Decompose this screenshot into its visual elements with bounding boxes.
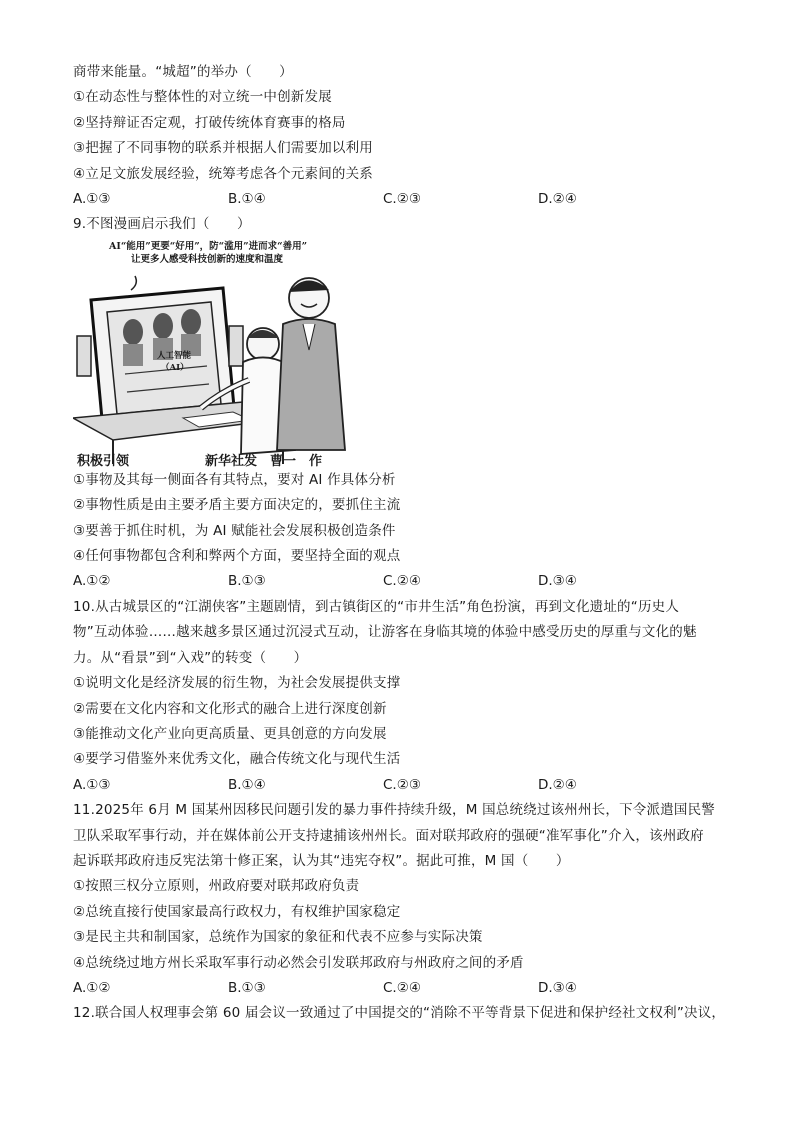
q9-option-4: ④任何事物都包含利和弊两个方面，要坚持全面的观点: [73, 548, 401, 565]
q11-stem-line-1: 11.2025年 6月 M 国某州因移民问题引发的暴力事件持续升级，M 国总统绕过该州州长，下令派遣国民警: [73, 802, 715, 819]
q10-choice-d: D.②④: [538, 776, 577, 793]
q11-option-3: ③是民主共和制国家，总统作为国家的象征和代表不应参与实际决策: [73, 929, 483, 946]
q11-option-4: ④总统绕过地方州长采取军事行动必然会引发联邦政府与州政府之间的矛盾: [73, 954, 524, 971]
q11-choice-c: C.②④: [383, 979, 421, 996]
q11-choice-d: D.③④: [538, 979, 577, 996]
q12-stem-line-1: 12.联合国人权理事会第 60 届会议一致通过了中国提交的“消除不平等背景下促进和保护经社文权利”决议，: [73, 1005, 726, 1022]
q10-choices: [73, 773, 733, 798]
cartoon-illustration: [73, 240, 363, 468]
q8-choices: [73, 187, 733, 212]
q11-choice-a: A.①②: [73, 979, 111, 996]
q8-choice-a: A.①③: [73, 191, 111, 208]
q9-cartoon: [73, 240, 363, 468]
q9-choices: [73, 569, 733, 594]
q11-choice-b: B.①③: [228, 979, 266, 996]
exam-page: [73, 60, 733, 1027]
q9-option-3: ③要善于抓住时机，为 AI 赋能社会发展积极创造条件: [73, 522, 396, 539]
q10-stem-line-2: 物”互动体验……越来越多景区通过沉浸式互动，让游客在身临其境的体验中感受历史的厚重与文化的魅: [73, 624, 697, 641]
q10-stem-line-3: 力。从“看景”到“入戏”的转变（ ）: [73, 649, 308, 666]
screen-label-1: 人工智能: [157, 350, 192, 361]
q11-option-2: ②总统直接行使国家最高行政权力，有权维护国家稳定: [73, 903, 401, 920]
cartoon-caption-title: 积极引领: [77, 453, 130, 469]
q10-option-1: ①说明文化是经济发展的衍生物，为社会发展提供支撑: [73, 675, 401, 692]
q8-option-2: ②坚持辩证否定观，打破传统体育赛事的格局: [73, 114, 346, 131]
q10-option-4: ④要学习借鉴外来优秀文化，融合传统文化与现代生活: [73, 751, 401, 768]
q9-choice-a: A.①②: [73, 573, 111, 590]
q10-choice-a: A.①③: [73, 776, 111, 793]
q10-choice-b: B.①④: [228, 776, 266, 793]
q11-choices: [73, 976, 733, 1001]
q8-option-4: ④立足文旅发展经验，统筹考虑各个元素间的关系: [73, 165, 374, 182]
q8-option-1: ①在动态性与整体性的对立统一中创新发展: [73, 89, 332, 106]
q9-option-1: ①事物及其每一侧面各有其特点，要对 AI 作具体分析: [73, 471, 396, 488]
man-drawing: [277, 278, 345, 450]
q10-choice-c: C.②③: [383, 776, 421, 793]
q9-choice-b: B.①③: [228, 573, 266, 590]
speech-text-line-1: AI“能用”更要“好用”，防“滥用”进而求“善用”: [109, 240, 308, 252]
q11-option-1: ①按照三权分立原则，州政府要对联邦政府负责: [73, 878, 360, 895]
cartoon-caption-credit: 新华社发 曹一 作: [205, 453, 323, 469]
q8-stem: 商带来能量。“城超”的举办（ ）: [73, 64, 293, 80]
screen-label-2: （AI）: [161, 362, 189, 373]
q8-choice-b: B.①④: [228, 191, 266, 208]
q9-choice-d: D.③④: [538, 573, 577, 590]
speech-text-line-2: 让更多人感受科技创新的速度和温度: [131, 253, 284, 265]
q9-option-2: ②事物性质是由主要矛盾主要方面决定的，要抓住主流: [73, 497, 401, 514]
q8-choice-c: C.②③: [383, 191, 421, 208]
q11-stem-line-2: 卫队采取军事行动，并在媒体前公开支持逮捕该州州长。面对联邦政府的强硬“准军事化”介入，该州政府: [73, 827, 704, 844]
q9-stem: 9.不图漫画启示我们（ ）: [73, 216, 251, 233]
q11-stem-line-3: 起诉联邦政府违反宪法第十修正案，认为其“违宪夺权”。据此可推，M 国（ ）: [73, 852, 570, 869]
q10-option-2: ②需要在文化内容和文化形式的融合上进行深度创新: [73, 700, 387, 717]
q10-option-3: ③能推动文化产业向更高质量、更具创意的方向发展: [73, 725, 387, 742]
q8-choice-d: D.②④: [538, 191, 577, 208]
q8-option-3: ③把握了不同事物的联系并根据人们需要加以利用: [73, 140, 374, 157]
q10-stem-line-1: 10.从古城景区的“江湖侠客”主题剧情，到古镇街区的“市井生活”角色扮演，再到文化遗址的“历史人: [73, 598, 680, 615]
q9-choice-c: C.②④: [383, 573, 421, 590]
